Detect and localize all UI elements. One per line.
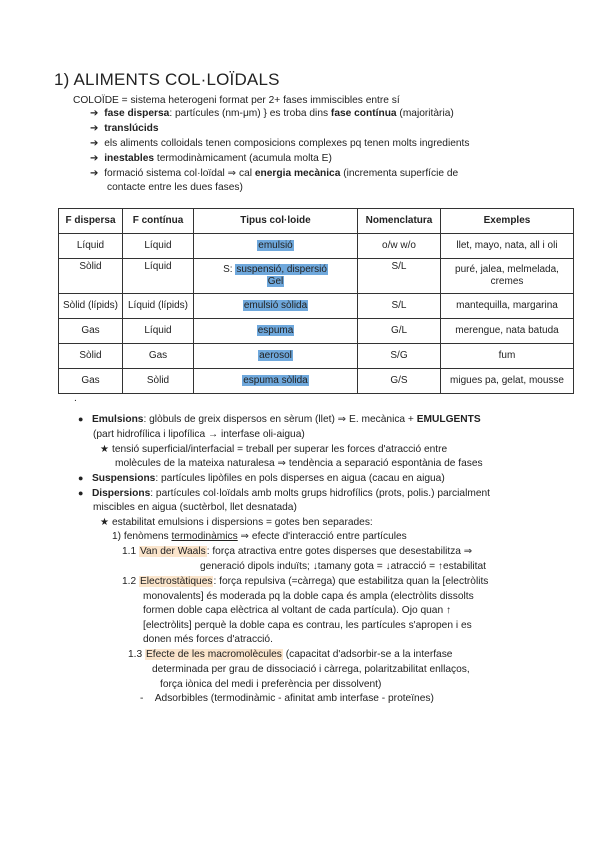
item-1-3 <box>128 648 452 661</box>
table-row <box>59 344 574 369</box>
cell-f-dispersa: Sòlid (lípids) <box>59 294 123 319</box>
cell-exemples: llet, mayo, nata, all i oli <box>441 234 574 259</box>
term-macromolecules: Efecte de les macromolècules <box>146 649 282 660</box>
term-energia-mecanica: energia mecànica <box>254 168 341 179</box>
cell-f-dispersa: Sòlid <box>59 344 123 369</box>
term-emulgents: EMULGENTS <box>416 414 481 425</box>
cell-exemples: mantequilla, margarina <box>441 294 574 319</box>
tipus-highlight-gel: Gel <box>267 276 284 287</box>
arrow-item-2 <box>90 122 159 135</box>
cell-f-continua: Sòlid <box>123 369 194 394</box>
arrow-icon: ➔ <box>90 153 99 164</box>
bullet-suspensions <box>78 472 445 485</box>
cell-f-dispersa: Gas <box>59 319 123 344</box>
text: : glòbuls de greix dispersos en sèrum (llet) ⇒ E. mecànica + <box>143 414 417 425</box>
cell-tipus <box>194 369 358 394</box>
cell-f-dispersa: Gas <box>59 369 123 394</box>
text: : força atractiva entre gotes disperses que desestabilitza ⇒ <box>206 546 473 557</box>
text: (incrementa superfície de <box>340 168 459 179</box>
text: tensió superficial/interfacial = treball per superar les forces d'atracció entre <box>111 444 448 455</box>
item-1-3-line3: força iònica del medi i preferència per dissolvent) <box>160 679 382 690</box>
emulsions-line2: (part hidrofílica i lipofílica → interfase oli-aigua) <box>93 429 305 440</box>
num: 1.1 <box>122 546 139 557</box>
tipus-highlight: emulsió sòlida <box>243 300 308 311</box>
cell-nomenclatura: S/L <box>358 259 441 294</box>
cell-tipus <box>194 319 358 344</box>
cell-tipus <box>194 344 358 369</box>
text: 1) fenòmens <box>112 531 172 542</box>
cell-f-continua: Líquid (lípids) <box>123 294 194 319</box>
item-1-3-line2: determinada per grau de dissociació i càrrega, polaritzabilitat enllaços, <box>152 664 470 675</box>
tipus-highlight: emulsió <box>258 240 293 251</box>
term-electrostatiques: Electrostàtiques <box>140 576 213 587</box>
emulsions-star-line2: molècules de la mateixa naturalesa ⇒ tendència a separació espontània de fases <box>115 458 483 469</box>
arrow-item-5-line2: contacte entre les dues fases) <box>107 182 243 193</box>
item-1-2-line5: donen més forces d'atracció. <box>143 634 273 645</box>
arrow-icon: ➔ <box>90 168 99 179</box>
dispersions-line2: miscibles en aigua (suctèrbol, llet desnatada) <box>93 502 297 513</box>
table-row <box>59 369 574 394</box>
bullet-icon: ● <box>78 414 84 424</box>
header-tipus-colloide: Tipus col·loide <box>194 209 358 234</box>
emulsions-star <box>100 443 447 456</box>
num: 1.2 <box>122 576 139 587</box>
header-exemples: Exemples <box>441 209 574 234</box>
item-1-2-line3: formen doble capa elèctrica al voltant de cada partícula). Ojo quan ↑ <box>143 605 452 616</box>
cell-nomenclatura: S/L <box>358 294 441 319</box>
cell-exemples: merengue, nata batuda <box>441 319 574 344</box>
term-inestables: inestables <box>104 153 155 164</box>
cell-exemples: fum <box>441 344 574 369</box>
table-row <box>59 234 574 259</box>
cell-f-continua: Gas <box>123 344 194 369</box>
table-row <box>59 319 574 344</box>
cell-exemples: puré, jalea, melmelada, cremes <box>441 259 574 294</box>
star-icon: ★ <box>100 517 110 528</box>
term-fase-dispersa: fase dispersa <box>104 108 170 119</box>
text: ⇒ efecte d'interacció entre partícules <box>237 531 407 542</box>
tipus-highlight: suspensió, dispersió <box>236 264 327 275</box>
star-icon: ★ <box>100 444 110 455</box>
stray-dot: . <box>74 393 77 404</box>
arrow-item-4 <box>90 152 332 165</box>
arrow-icon: ➔ <box>90 123 99 134</box>
header-f-dispersa: F dispersa <box>59 209 123 234</box>
tipus-highlight: espuma sòlida <box>243 375 308 386</box>
tipus-highlight: espuma <box>257 325 294 336</box>
bullet-emulsions <box>78 413 481 426</box>
cell-f-continua: Líquid <box>123 259 194 294</box>
item-1-2 <box>122 575 488 588</box>
tipus-prefix: S: <box>223 264 236 275</box>
table-row <box>59 294 574 319</box>
arrow-item-1 <box>90 107 454 120</box>
term-dispersions: Dispersions <box>91 488 151 499</box>
arrow-icon: ➔ <box>90 108 99 119</box>
text: : partícules (nm-μm) } es troba dins <box>169 108 331 119</box>
dash-icon: - <box>140 693 144 704</box>
arrow-item-5 <box>90 167 458 180</box>
term-fase-continua: fase contínua <box>330 108 397 119</box>
dash-item <box>140 692 434 705</box>
item-1-2-line4: [electròlits] perquè la doble capa es contrau, les partícules s'apropen i es <box>143 620 472 631</box>
num: 1.3 <box>128 649 145 660</box>
item-1-2-line2: monovalents] és moderada pq la doble capa és ampla (electròlits dissolts <box>143 591 474 602</box>
cell-tipus <box>194 259 358 294</box>
bullet-icon: ● <box>78 473 84 483</box>
text: els aliments colloidals tenen composicions complexes pq tenen molts ingredients <box>104 138 470 149</box>
term-van-der-waals: Van der Waals <box>140 546 206 557</box>
cell-f-dispersa: Líquid <box>59 234 123 259</box>
cell-exemples: migues pa, gelat, mousse <box>441 369 574 394</box>
definition: COLOÏDE = sistema heterogeni format per 2+ fases immiscibles entre sí <box>73 95 400 106</box>
dispersions-star <box>100 516 373 529</box>
text: : partícules col·loïdals amb molts grups hidrofílics (prots, polis.) parcialment <box>150 488 490 499</box>
text: formació sistema col·loïdal ⇒ cal <box>104 168 255 179</box>
arrow-icon: ➔ <box>90 138 99 149</box>
item-1-1 <box>122 545 472 558</box>
cell-f-continua: Líquid <box>123 319 194 344</box>
cell-nomenclatura: S/G <box>358 344 441 369</box>
term-termodinamics: termodinàmics <box>171 531 238 542</box>
tipus-highlight: aerosol <box>259 350 292 361</box>
text: estabilitat emulsions i dispersions = gotes ben separades: <box>111 517 373 528</box>
term-emulsions: Emulsions <box>91 414 144 425</box>
cell-tipus <box>194 294 358 319</box>
header-nomenclatura: Nomenclatura <box>358 209 441 234</box>
bullet-icon: ● <box>78 488 84 498</box>
cell-nomenclatura: G/S <box>358 369 441 394</box>
text: termodinàmicament (acumula molta E) <box>154 153 332 164</box>
page-title: 1) ALIMENTS COL·LOÏDALS <box>54 70 280 89</box>
text: (capacitat d'adsorbir-se a la interfase <box>282 649 453 660</box>
table-row <box>59 259 574 294</box>
colloid-table <box>58 208 574 394</box>
cell-f-dispersa: Sòlid <box>59 259 123 294</box>
item-1 <box>112 530 407 543</box>
table-header-row <box>59 209 574 234</box>
cell-tipus <box>194 234 358 259</box>
bullet-dispersions <box>78 487 490 500</box>
cell-f-continua: Líquid <box>123 234 194 259</box>
text: Adsorbibles (termodinàmic - afinitat amb interfase - proteïnes) <box>154 693 434 704</box>
cell-nomenclatura: G/L <box>358 319 441 344</box>
term-suspensions: Suspensions <box>91 473 156 484</box>
text: (majoritària) <box>396 108 454 119</box>
item-1-1-line2: generació dipols induïts; ↓tamany gota = ↓atracció = ↑estabilitat <box>200 561 486 572</box>
term-translucids: translúcids <box>104 123 159 134</box>
header-f-continua: F contínua <box>123 209 194 234</box>
text: : partícules lipòfiles en pols disperses en aigua (cacau en aigua) <box>155 473 445 484</box>
text: : força repulsiva (=càrrega) que estabilitza quan la [electròlits <box>213 576 489 587</box>
arrow-item-3 <box>90 137 469 150</box>
cell-nomenclatura: o/w w/o <box>358 234 441 259</box>
